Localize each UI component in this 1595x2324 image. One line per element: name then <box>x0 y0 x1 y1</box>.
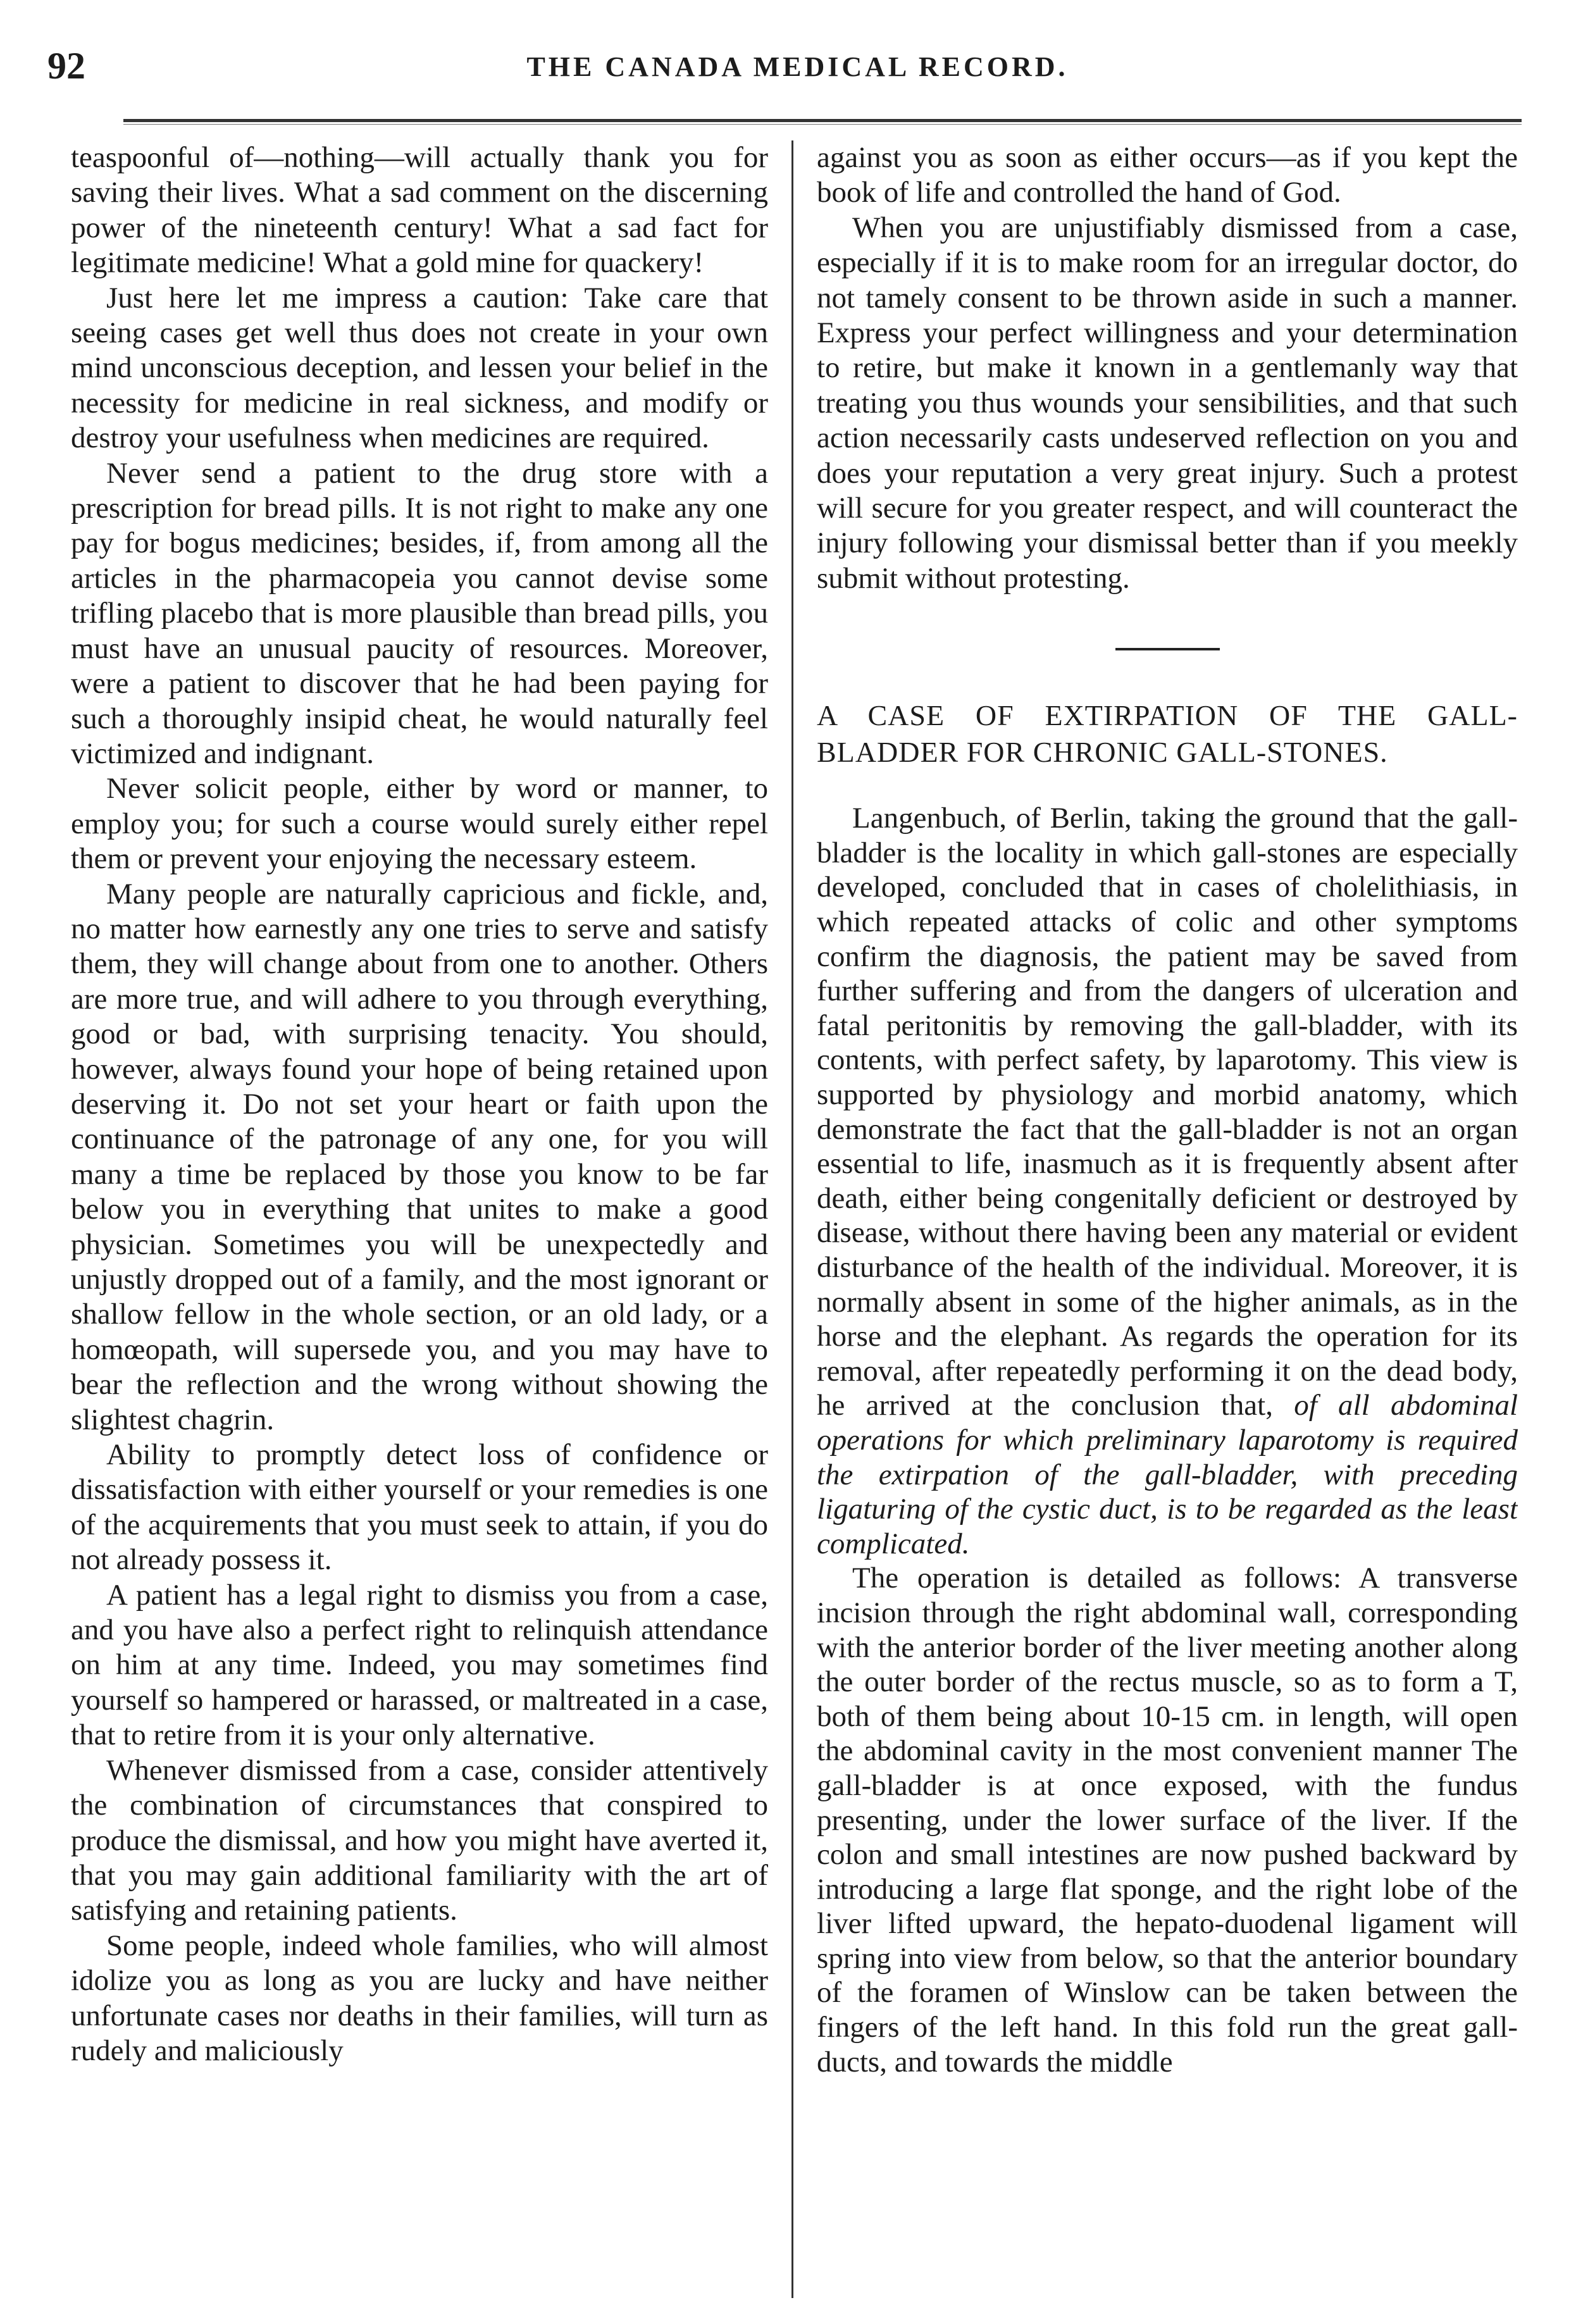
paragraph: against you as soon as either occurs—as if you kept the book of life and controlled the hand of God. <box>817 141 1518 209</box>
header-rule <box>123 119 1522 122</box>
italic-conclusion: of all abdominal operations for which preliminary laparotomy is required the extirpation of the gall-bladder, with preceding ligaturing of the cystic duct, is to be regarded as the least complicated. <box>817 1389 1518 1560</box>
paragraph: Never solicit people, either by word or manner, to employ you; for such a course would surely either repel them or prevent your enjoying the necessary esteem. <box>71 772 768 876</box>
paragraph: Never send a patient to the drug store with a prescription for bread pills. It is not right to make any one pay for bogus medicines; besides, if, from among all the articles in the pharmacopeia you cannot devise some trifling placebo that is more plausible than bread pills, you must have an unusual paucity of resources. Moreover, were a patient to discover that he had been paying for such a thoroughly insipid cheat, he would naturally feel victimized and indignant. <box>71 456 768 770</box>
article-title: A CASE OF EXTIRPATION OF THE GALL-BLADDER FOR CHRONIC GALL-STONES. <box>817 699 1518 769</box>
paragraph: Ability to promptly detect loss of confidence or dissatisfaction with either yourself or your remedies is one of the acquirements that you must seek to attain, if you do not already possess it. <box>71 1438 768 1577</box>
running-title: THE CANADA MEDICAL RECORD. <box>526 51 1069 82</box>
paragraph: Just here let me impress a caution: Take care that seeing cases get well thus does not create in your own mind unconscious deception, and lessen your belief in the necessity for medicine in real sickness, and modify or destroy your usefulness when medicines are required. <box>71 281 768 455</box>
article-paragraph <box>817 801 1518 1561</box>
left-column <box>71 140 768 2292</box>
paragraph: When you are unjustifiably dismissed from a case, especially if it is to make room for an irregular doctor, do not tamely consent to be thrown aside in such a manner. Express your perfect willingness and your determination to retire, but make it known in a gentlemanly way that treating you thus wounds your sensibilities, and that such action necessarily casts undeserved reflection on you and does your reputation a very great injury. Such a protest will secure for you greater respect, and will counteract the injury following your dismissal better than if you meekly submit without protesting. <box>817 211 1518 595</box>
right-column <box>817 140 1518 2292</box>
header-rule-thin <box>123 124 1522 125</box>
section-divider <box>1115 648 1220 650</box>
article-text: Langenbuch, of Berlin, taking the ground that the gall-bladder is the locality in which gall-stones are especially developed, concluded that in cases of cholelithiasis, in which repeated attacks of colic and other symptoms confirm the diagnosis, the patient may be saved from further suffering and from the dangers of ulceration and fatal peritonitis by removing the gall-bladder, with its contents, with perfect safety, by laparotomy. This view is supported by physiology and morbid anatomy, which demonstrate the fact that the gall-bladder is not an organ essential to life, inasmuch as it is frequently absent after death, either being congenitally deficient or destroyed by disease, without there having been any material or evident disturbance of the health of the individual. Moreover, it is normally absent in some of the higher animals, as in the horse and the elephant. As regards the operation for its removal, after repeatedly performing it on the dead body, he arrived at the conclusion that, <box>817 802 1518 1422</box>
column-divider <box>791 140 793 2298</box>
paragraph: A patient has a legal right to dismiss you from a case, and you have also a perfect right to relinquish attendance on him at any time. Indeed, you may sometimes find yourself so hampered or harassed, or maltreated in a case, that to retire from it is your only alternative. <box>71 1578 768 1752</box>
paragraph: Whenever dismissed from a case, consider attentively the combination of circumstances that conspired to produce the dismissal, and how you might have averted it, that you may gain additional familiarity with the art of satisfying and retaining patients. <box>71 1753 768 1927</box>
paragraph: Some people, indeed whole families, who will almost idolize you as long as you are lucky and have neither unfortunate cases nor deaths in their families, will turn as rudely and maliciously <box>71 1929 768 2067</box>
paragraph: teaspoonful of—nothing—will actually thank you for saving their lives. What a sad comment on the discerning power of the nineteenth century! What a sad fact for legitimate medicine! What a gold mine for quackery! <box>71 141 768 280</box>
article-paragraph: The operation is detailed as follows: A transverse incision through the right abdominal wall, corresponding with the anterior border of the liver meeting another along the outer border of the rectus muscle, so as to form a T, both of them being about 10-15 cm. in length, will open the abdominal cavity in the most convenient manner The gall-bladder is at once exposed, with the fundus presenting, under the lower surface of the liver. If the colon and small intestines are now pushed backward by introducing a large flat sponge, and the right lobe of the liver lifted upward, the hepato-duodenal ligament will spring into view from below, so that the anterior boundary of the foramen of Winslow can be taken between the fingers of the left hand. In this fold run the great gall-ducts, and towards the middle <box>817 1562 1518 2079</box>
paragraph: Many people are naturally capricious and fickle, and, no matter how earnestly any one tries to serve and satisfy them, they will change about from one to another. Others are more true, and will adhere to you through everything, good or bad, with surprising tenacity. You should, however, always found your hope of being retained upon deserving it. Do not set your heart or faith upon the continuance of the patronage of any one, for you will many a time be replaced by those you know to be far below you in everything that unites to make a good physician. Sometimes you will be unexpectedly and unjustly dropped out of a family, and the most ignorant or shallow fellow in the whole section, or an old lady, or a homœopath, will supersede you, and you may have to bear the reflection and the wrong without showing the slightest chagrin. <box>71 877 768 1436</box>
page-header <box>0 43 1595 94</box>
page-number: 92 <box>47 45 85 87</box>
